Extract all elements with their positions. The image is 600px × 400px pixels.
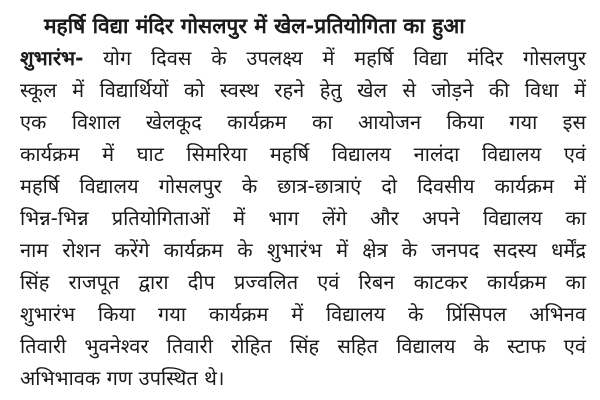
headline: महर्षि विद्या मंदिर गोसलपुर में खेल-प्रतियोगिता का हुआ bbox=[44, 14, 465, 38]
body-line-6: भिन्न-भिन्न प्रतियोगिताओं में भाग लेंगे और अपने विद्यालय का bbox=[20, 206, 586, 230]
headline-continuation: शुभारंभ- bbox=[20, 46, 84, 70]
body-line-1-text: योग दिवस के उपलक्ष्य में महर्षि विद्या मंदिर गोसलपुर bbox=[83, 46, 586, 70]
body-line-9: शुभारंभ किया गया कार्यक्रम में विद्यालय के प्रिंसिपल अभिनव bbox=[20, 302, 586, 326]
body-line-2: स्कूल में विद्यार्थियों को स्वस्थ रहने हेतु खेल से जोड़ने की विधा में bbox=[20, 78, 586, 102]
body-line-1 bbox=[20, 42, 586, 74]
body-line-8: सिंह राजपूत द्वारा दीप प्रज्वलित एवं रिबन काटकर कार्यक्रम का bbox=[20, 270, 586, 294]
body-line-3: एक विशाल खेलकूद कार्यक्रम का आयोजन किया गया इस bbox=[20, 110, 586, 134]
body-line-4: कार्यक्रम में घाट सिमरिया महर्षि विद्यालय नालंदा विद्यालय एवं bbox=[20, 142, 586, 166]
body-line-10: तिवारी भुवनेश्वर तिवारी रोहित सिंह सहित विद्यालय के स्टाफ एवं bbox=[20, 334, 586, 358]
article-body bbox=[20, 42, 586, 394]
body-line-7: नाम रोशन करेंगे कार्यक्रम के शुभारंभ में क्षेत्र के जनपद सदस्य धर्मेंद्र bbox=[20, 238, 586, 262]
body-line-11: अभिभावक गण उपस्थित थे। bbox=[20, 366, 225, 390]
body-line-5: महर्षि विद्यालय गोसलपुर के छात्र-छात्राएं दो दिवसीय कार्यक्रम में bbox=[20, 174, 586, 198]
